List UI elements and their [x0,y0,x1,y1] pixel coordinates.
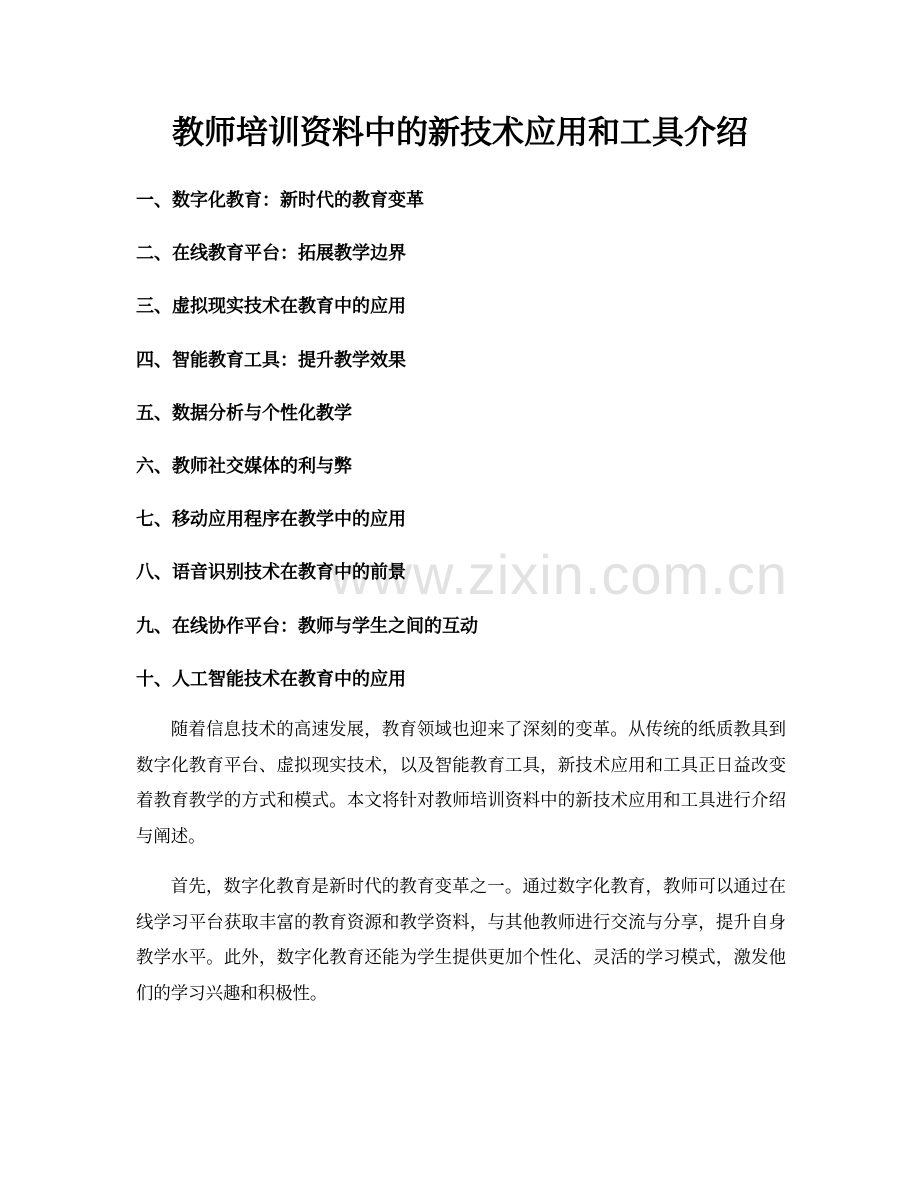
toc-item-2: 二、在线教育平台：拓展教学边界 [136,243,406,265]
body-paragraph-1: 随着信息技术的高速发展，教育领域也迎来了深刻的变革。从传统的纸质教具到数字化教育平台、虚拟现实技术，以及智能教育工具，新技术应用和工具正日益改变着教育教学的方式和模式。本文将针对教师培训资料中的新技术应用和工具进行介绍与阐述。 [136,720,786,847]
toc-item-6: 六、教师社交媒体的利与弊 [136,455,352,477]
watermark: www.zixin.com.cn [330,543,788,606]
toc-item-10: 十、人工智能技术在教育中的应用 [136,668,406,690]
toc-item-9: 九、在线协作平台：教师与学生之间的互动 [136,615,478,637]
table-of-contents [136,186,796,718]
toc-item-4: 四、智能教育工具：提升教学效果 [136,349,406,371]
toc-item-5: 五、数据分析与个性化教学 [136,402,352,424]
toc-item-7: 七、移动应用程序在教学中的应用 [136,509,406,531]
toc-item-1: 一、数字化教育：新时代的教育变革 [136,190,424,211]
toc-item-8: 八、语音识别技术在教育中的前景 [136,562,406,584]
toc-item-3: 三、虚拟现实技术在教育中的应用 [136,296,406,318]
document-title: 教师培训资料中的新技术应用和工具介绍 [171,113,748,151]
body-paragraph-2: 首先，数字化教育是新时代的教育变革之一。通过数字化教育，教师可以通过在线学习平台获取丰富的教育资源和教学资料，与其他教师进行交流与分享，提升自身教学水平。此外，数字化教育还能为学生提供更加个性化、灵活的学习模式，激发他们的学习兴趣和积极性。 [136,877,786,1004]
